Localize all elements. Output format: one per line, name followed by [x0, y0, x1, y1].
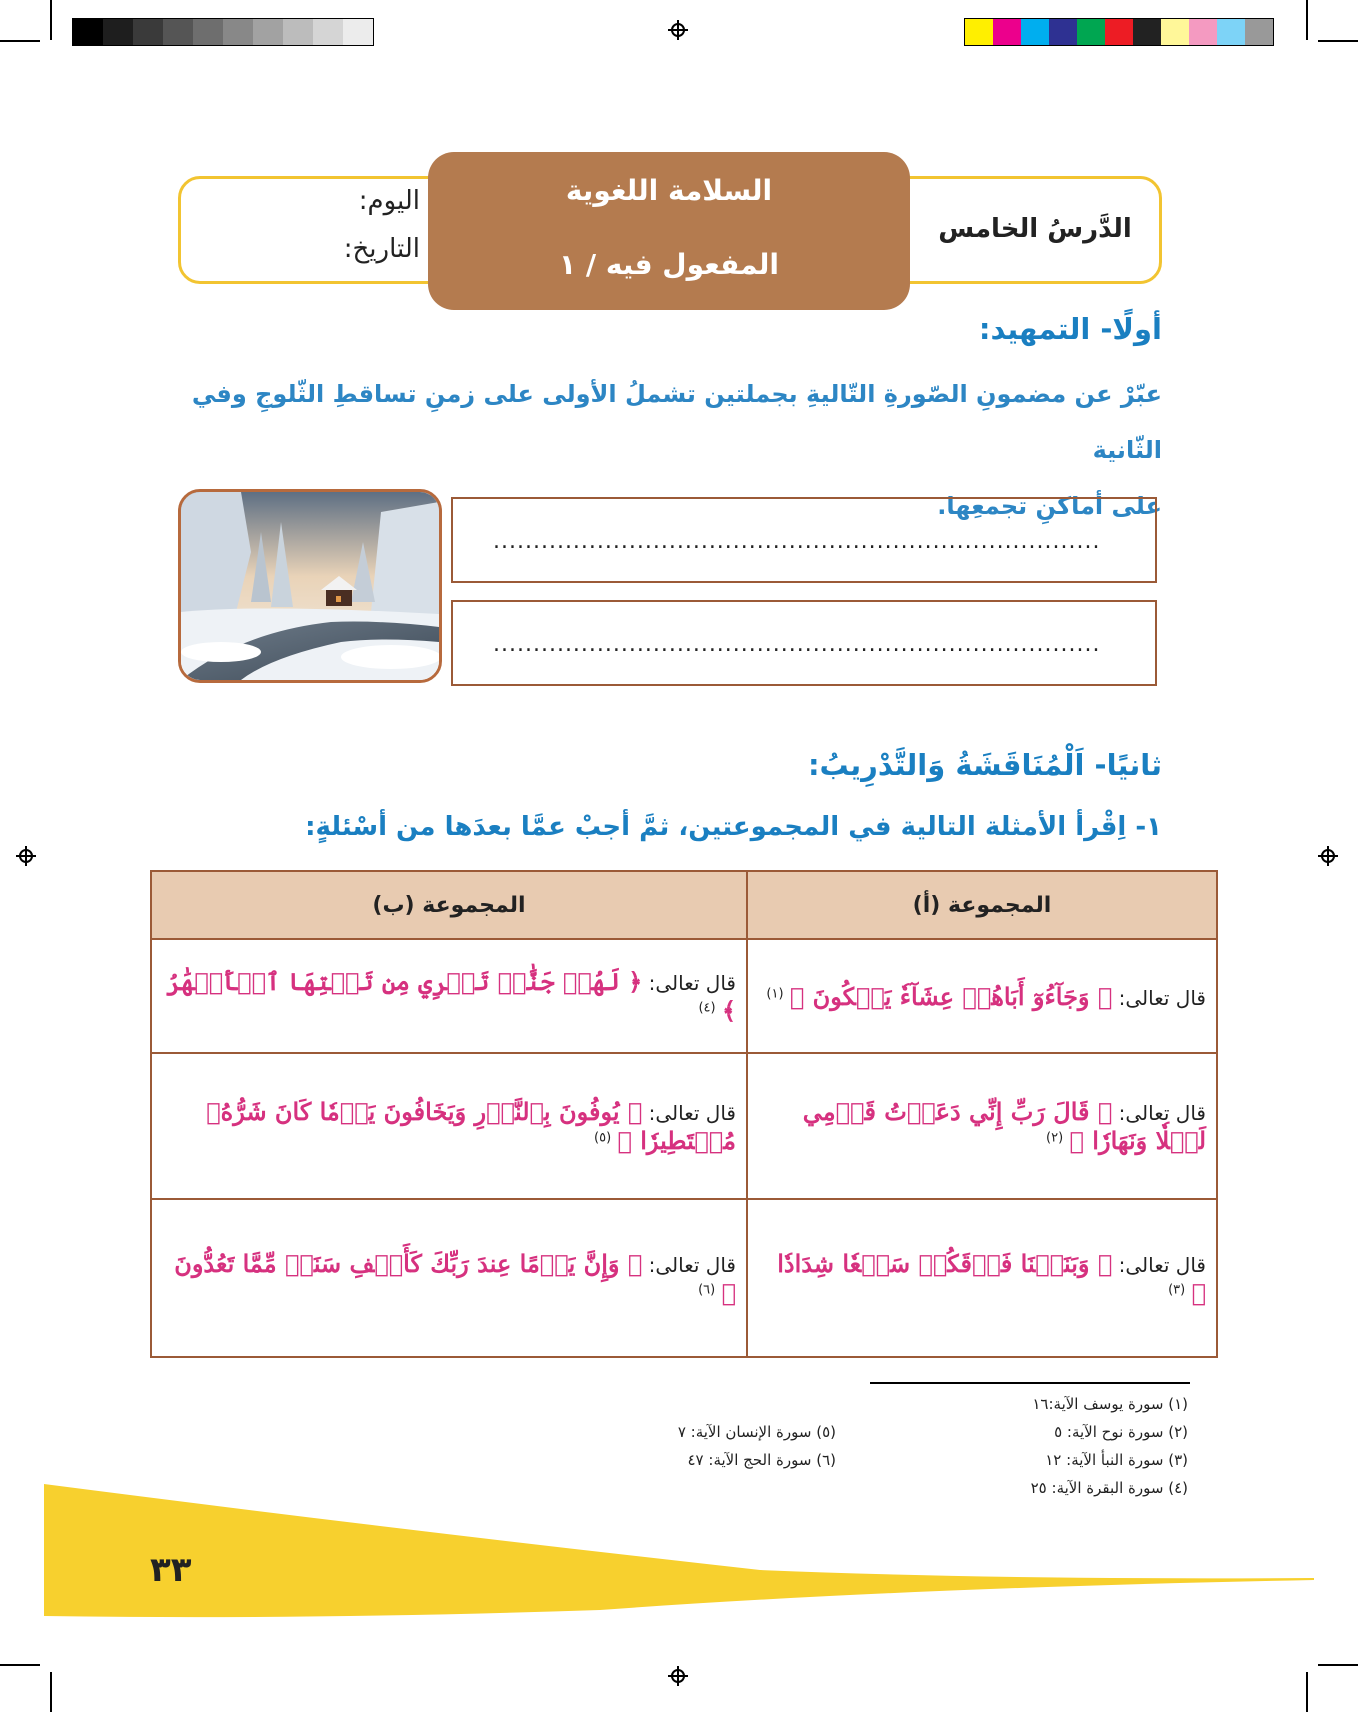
page-title: السلامة اللغوية — [565, 174, 773, 207]
ayah-text: ﴿ لَهُمۡ جَنَّٰتٞ تَجۡرِي مِن تَحۡتِهَا ٱلۡأَنۡهَٰرُ ﴾ — [166, 967, 736, 1025]
footnote-divider — [870, 1382, 1190, 1384]
example-cell-b — [151, 939, 747, 1053]
intro-heading: أولًا- التمهيد: — [978, 312, 1162, 346]
answer-dots: ............................................................................ — [493, 632, 1101, 657]
ayah-ref: (٣) — [1168, 1282, 1186, 1298]
crop-mark — [1306, 1672, 1308, 1712]
footnote: (١) سورة يوسف الآية:١٦ — [1032, 1395, 1188, 1413]
question-1: ١- اِقْرأ الأمثلة التالية في المجموعتين، ثمَّ أجبْ عمَّا بعدَها من أسْئلةٍ: — [305, 812, 1162, 842]
table-row — [151, 1199, 1217, 1357]
header-title-box — [428, 152, 910, 310]
footnote: (٦) سورة الحج الآية: ٤٧ — [687, 1451, 836, 1469]
ayah-text: ﴿ يُوفُونَ بِٱلنَّذۡرِ وَيَخَافُونَ يَوۡمٗا كَانَ شَرُّهُۥ مُسۡتَطِيرٗا ﴾ — [206, 1097, 736, 1155]
column-header-b: المجموعة (ب) — [151, 871, 747, 939]
date-label: التاريخ: — [343, 234, 420, 264]
snow-landscape-image — [181, 492, 439, 680]
page-number: ٣٣ — [150, 1550, 192, 1590]
registration-mark-icon — [668, 20, 688, 40]
crop-mark — [1318, 40, 1358, 42]
example-cell-a — [747, 1053, 1217, 1199]
ayah-ref: (١) — [766, 985, 784, 1001]
grayscale-bar — [72, 18, 374, 46]
example-cell-a — [747, 939, 1217, 1053]
answer-box[interactable] — [451, 600, 1157, 686]
color-bar — [964, 18, 1274, 46]
crop-mark — [50, 1672, 52, 1712]
table-row — [151, 939, 1217, 1053]
ayah-prefix: قال تعالى: — [648, 1253, 736, 1277]
instruction-line: على أماكنِ تجمعِها. — [937, 492, 1162, 520]
ayah-prefix: قال تعالى: — [648, 971, 736, 995]
crop-mark — [1306, 0, 1308, 40]
ayah-text: ﴿ قَالَ رَبِّ إِنِّي دَعَوۡتُ قَوۡمِي لَيۡلٗا وَنَهَارٗا ﴾ — [802, 1097, 1206, 1155]
footnote: (٢) سورة نوح الآية: ٥ — [1054, 1423, 1188, 1441]
table-row — [151, 1053, 1217, 1199]
ayah-ref: (٤) — [698, 1000, 716, 1016]
instruction-line: عبّرْ عن مضمونِ الصّورةِ التّاليةِ بجملتين تشملُ الأولى على زمنِ تساقطِ الثّلوجِ وفي الثّانية — [191, 380, 1162, 464]
ayah-ref: (٦) — [698, 1282, 716, 1298]
footnote: (٥) سورة الإنسان الآية: ٧ — [677, 1423, 836, 1441]
ayah-prefix: قال تعالى: — [1118, 1101, 1206, 1125]
lesson-label: الدَّرسُ الخامس — [938, 214, 1132, 244]
ayah-ref: (٥) — [594, 1130, 612, 1146]
ayah-prefix: قال تعالى: — [648, 1101, 736, 1125]
registration-mark-icon — [668, 1666, 688, 1686]
column-header-a: المجموعة (أ) — [747, 871, 1217, 939]
answer-dots: ............................................................................ — [493, 529, 1101, 554]
crop-mark — [0, 1664, 40, 1666]
ayah-text: ﴿ وَبَنَيۡنَا فَوۡقَكُمۡ سَبۡعٗا شِدَادٗا ﴾ — [777, 1249, 1206, 1307]
day-label: اليوم: — [358, 186, 420, 216]
snow-cabin-photo — [178, 489, 442, 683]
example-cell-b — [151, 1199, 747, 1357]
answer-box[interactable] — [451, 497, 1157, 583]
examples-table — [150, 870, 1218, 1358]
practice-heading: ثانيًا- اَلْمُنَاقَشَةُ وَالتَّدْرِيبُ: — [807, 748, 1162, 782]
crop-mark — [50, 0, 52, 40]
example-cell-b — [151, 1053, 747, 1199]
table-header-row — [151, 871, 1217, 939]
crop-mark — [0, 40, 40, 42]
ayah-prefix: قال تعالى: — [1118, 1253, 1206, 1277]
ayah-prefix: قال تعالى: — [1118, 985, 1206, 1010]
registration-mark-icon — [16, 846, 36, 866]
crop-mark — [1318, 1664, 1358, 1666]
ayah-ref: (٢) — [1046, 1130, 1064, 1146]
ayah-text: ﴿ وَإِنَّ يَوۡمًا عِندَ رَبِّكَ كَأَلۡفِ سَنَةٖ مِّمَّا تَعُدُّونَ ﴾ — [174, 1249, 736, 1307]
footnote: (٣) سورة النبأ الآية: ١٢ — [1045, 1451, 1188, 1469]
page-subtitle: المفعول فيه / ١ — [559, 248, 779, 281]
footnote: (٤) سورة البقرة الآية: ٢٥ — [1030, 1479, 1188, 1497]
registration-mark-icon — [1318, 846, 1338, 866]
footer-swoosh — [0, 1470, 1358, 1630]
example-cell-a — [747, 1199, 1217, 1357]
ayah-text: ﴿ وَجَآءُوٓ أَبَاهُمۡ عِشَآءٗ يَبۡكُونَ ﴾ — [789, 981, 1113, 1011]
